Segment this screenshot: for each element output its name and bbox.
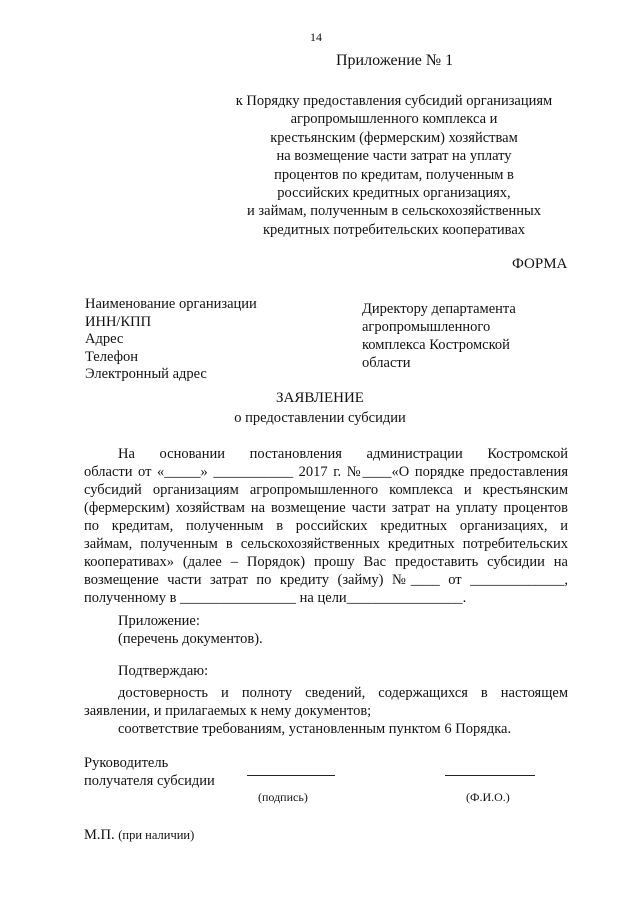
statement-body-line: (фермерским) хозяйствам на возмещение части затрат на уплату процентов [84,500,568,516]
appendix-reference-line: к Порядку предоставления субсидий организациям [235,93,553,109]
recipient-line: Директору департамента [362,301,516,317]
stamp-note: (при наличии) [118,828,195,842]
statement-body-line: области от «_____» ___________ 2017 г. №____«О порядке предоставления [84,464,568,480]
statement-body-line: кооперативах» (далее – Порядок) прошу Вас предоставить субсидии на [84,554,568,570]
page-number: 14 [310,30,322,44]
recipient-block [362,300,516,372]
statement-body-line: субсидий организациям агропромышленного комплекса и крестьянским [84,482,568,498]
sender-field-address: Адрес [85,331,124,348]
sender-fields [85,296,257,384]
statement-body-line: полученному в ________________ на цели________________. [84,590,467,606]
appendix-reference-line: на возмещение части затрат на уплату [276,148,512,165]
signer-role-line: Руководитель [84,755,169,771]
statement-title: ЗАЯВЛЕНИЕ [276,390,364,406]
name-label: (Ф.И.О.) [466,790,510,804]
confirmation-heading: Подтверждаю: [118,663,209,679]
sender-field-inn-kpp: ИНН/КПП [85,313,152,330]
statement-body-line: возмещение части затрат по кредиту (займу) №____ от _____________, [84,572,568,588]
appendix-reference-line: и займам, полученным в сельскохозяйственных [247,203,541,220]
appendix-title: Приложение № 1 [336,52,454,69]
sender-field-phone: Телефон [85,348,138,365]
statement-body-line: займам, полученным в сельскохозяйственных кредитных потребительских [84,536,568,552]
statement-subtitle: о предоставлении субсидии [234,410,406,426]
recipient-line: агропромышленного [362,319,491,335]
form-label: ФОРМА [512,256,568,272]
signer-role [84,754,215,790]
name-line [445,775,535,776]
appendix-reference-line: процентов по кредитам, полученным в [274,166,514,183]
attachment-block [118,612,263,648]
signature-line [247,775,335,776]
appendix-reference-line: кредитных потребительских кооперативах [262,221,526,238]
appendix-reference-line: крестьянским (фермерским) хозяйствам [270,129,518,146]
confirmation-line: достоверность и полноту сведений, содержащихся в настоящем [118,685,568,701]
confirmation-body [84,684,568,738]
confirmation-line: заявлении, и прилагаемых к нему документов; [84,703,372,719]
confirmation-line: соответствие требованиям, установленным пунктом 6 Порядка. [118,721,512,737]
signature-label: (подпись) [258,790,308,804]
statement-body-line: по кредитам, полученным в российских кредитных организациях, и [84,518,568,534]
stamp-label: М.П. [84,827,115,843]
statement-body [84,445,568,607]
sender-field-email: Электронный адрес [85,366,207,383]
signer-role-line: получателя субсидии [84,773,215,789]
attachment-content: (перечень документов). [118,631,263,647]
appendix-reference-line: российских кредитных организациях, [277,185,511,202]
appendix-reference [226,92,562,239]
statement-body-line: На основании постановления администрации Костромской [118,446,568,462]
stamp-place [84,827,194,844]
appendix-reference-line: агропромышленного комплекса и [290,111,498,128]
attachment-heading: Приложение: [118,613,200,629]
sender-field-organization: Наименование организации [85,296,257,312]
recipient-line: комплекса Костромской [362,337,510,353]
recipient-line: области [362,355,411,371]
